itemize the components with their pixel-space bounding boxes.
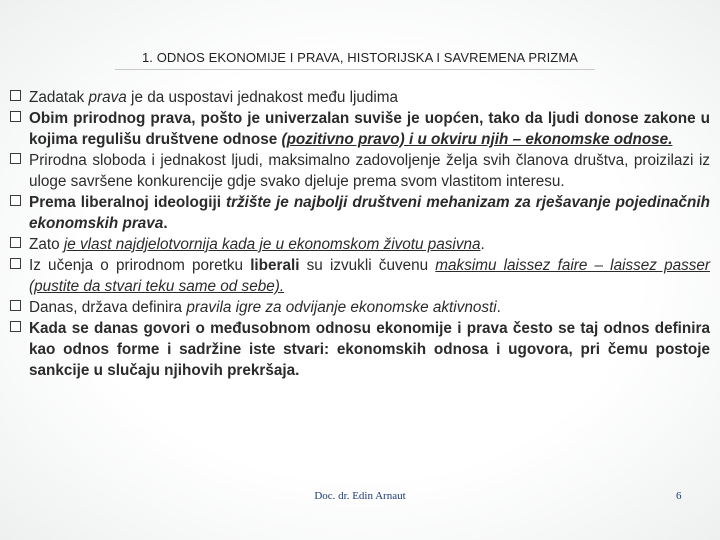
- bullet-square-icon: [10, 321, 21, 332]
- bullet-text-segment: Prirodna sloboda i jednakost ljudi, maksimalno zadovoljenje želja svih članova društva, proizilazi iz uloge savršene konkurencije gdje svako djeluje prema svom vlastitom interesu.: [29, 152, 710, 190]
- bullet-item: [10, 297, 710, 318]
- bullet-square-icon: [10, 195, 21, 206]
- bullet-item: [10, 108, 710, 150]
- bullet-text-segment: .: [163, 215, 168, 232]
- bullet-square-icon: [10, 237, 21, 248]
- bullet-text-segment: maksimu laissez faire – laissez passer (pustite da stvari teku same od sebe).: [29, 257, 710, 295]
- bullet-square-icon: [10, 90, 21, 101]
- bullet-square-icon: [10, 258, 21, 269]
- bullet-text-segment: Zadatak: [29, 89, 89, 106]
- bullet-item: [10, 192, 710, 234]
- bullet-text-segment: Iz učenja o prirodnom poretku: [29, 257, 251, 274]
- footer-author: Doc. dr. Edin Arnaut: [314, 490, 406, 502]
- bullet-text-segment: je da uspostavi jednakost među ljudima: [126, 89, 399, 106]
- bullet-text-segment: Danas, država definira: [29, 299, 187, 316]
- bullet-text-segment: su izvukli čuvenu: [299, 257, 436, 274]
- bullet-text-segment: tržište je najbolji društveni mehanizam za rješavanje pojedinačnih ekonomskih prava: [29, 194, 710, 232]
- bullet-item: [10, 255, 710, 297]
- bullet-item: [10, 318, 710, 381]
- page-number: 6: [676, 490, 682, 502]
- slide-title: 1. ODNOS EKONOMIJE I PRAVA, HISTORIJSKA I SAVREMENA PRIZMA: [141, 50, 579, 65]
- bullet-text-segment: (pozitivno pravo) i u okviru njih – ekonomske odnose.: [281, 131, 673, 148]
- title-divider: [115, 69, 595, 70]
- bullet-text-segment: .: [496, 299, 501, 316]
- bullet-square-icon: [10, 300, 21, 311]
- bullet-text-segment: je vlast najdjelotvornija kada je u ekonomskom životu pasivna: [63, 236, 481, 253]
- bullet-text-segment: liberali: [250, 257, 300, 274]
- bullet-text-segment: Obim prirodnog prava, pošto je univerzalan suviše je uopćen, tako da ljudi donose zakone u kojima regulišu društvene odnose: [29, 110, 710, 148]
- bullet-text-segment: Kada se danas govori o međusobnom odnosu ekonomije i prava često se taj odnos definira kao odnos forme i sadržine iste stvari: ekonomskih odnosa i ugovora, pri čemu postoje sankcije u slučaju njihovih prekršaja.: [29, 320, 710, 379]
- bullet-item: [10, 234, 710, 255]
- bullet-item: [10, 87, 710, 108]
- bullet-list: [10, 87, 710, 381]
- bullet-text-segment: prava: [88, 89, 127, 106]
- bullet-item: [10, 150, 710, 192]
- bullet-text-segment: Prema liberalnoj ideologiji: [29, 194, 226, 211]
- bullet-text-segment: Zato: [29, 236, 64, 253]
- bullet-text-segment: .: [480, 236, 485, 253]
- bullet-square-icon: [10, 153, 21, 164]
- bullet-square-icon: [10, 111, 21, 122]
- bullet-text-segment: pravila igre za odvijanje ekonomske aktivnosti: [186, 299, 497, 316]
